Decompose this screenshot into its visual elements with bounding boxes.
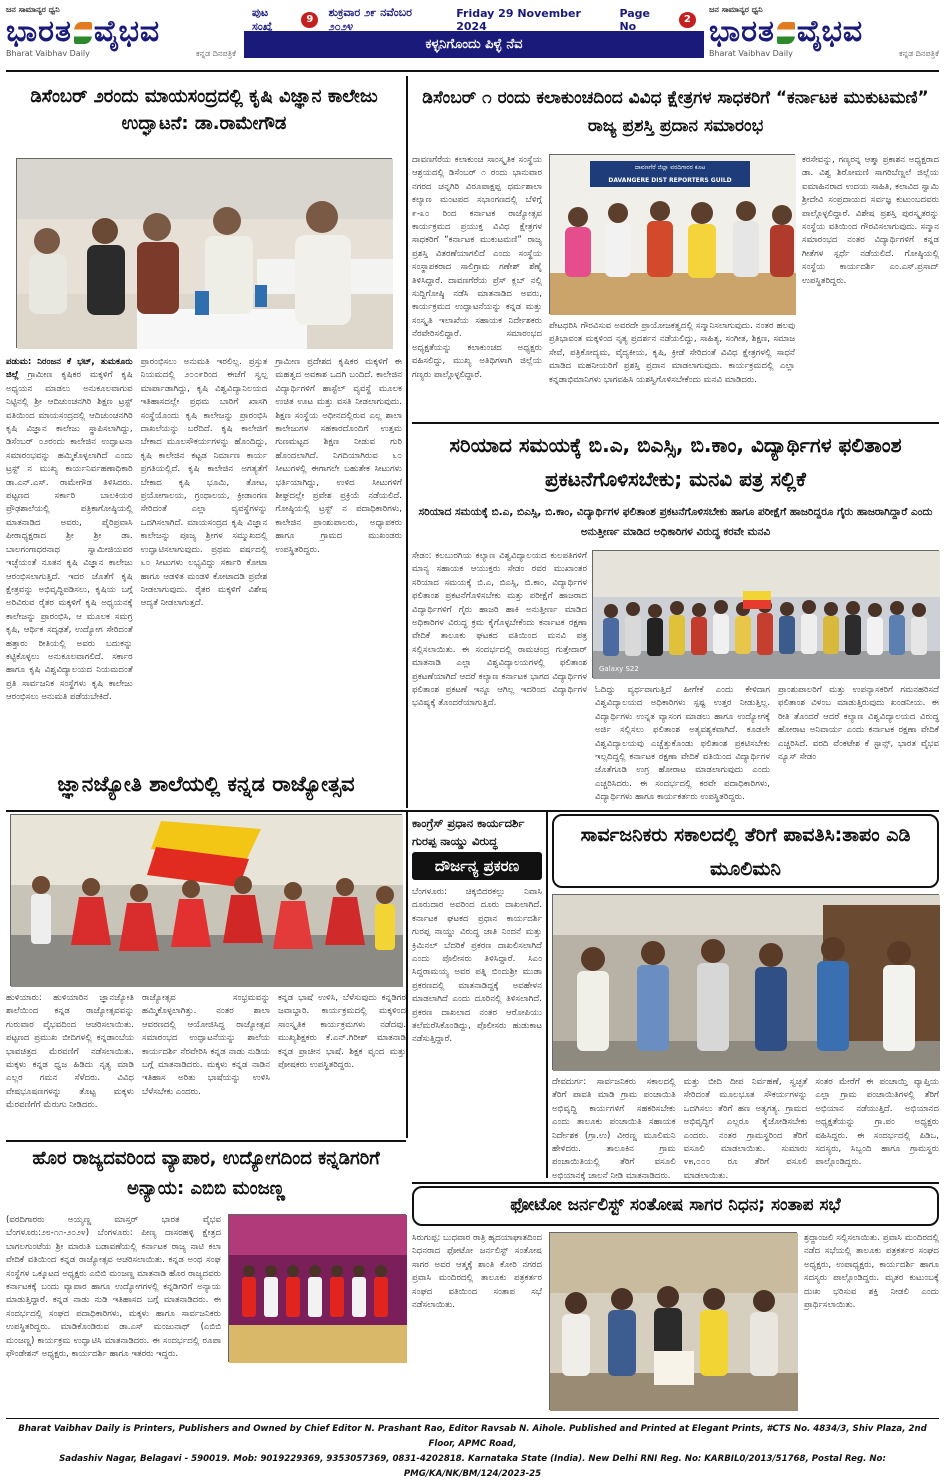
body-column: ರಾಜ್ಯೋತ್ಸವ ಸಂಭ್ರಮವನ್ನು ಹಮ್ಮಿಕೊಳ್ಳಲಾಗಿತ್ತು. ನಂತರ ಶಾಲಾ ಆವರಣದಲ್ಲಿ ಆಯೋಜಿಸಿದ್ದ ರಾಜ್ಯೋತ್ಸವ ಸಮಾರಂಭದ ಉದ್ಘಾಟನೆಯನ್ನು ಶಾಲೆಯ ಕಾರ್ಯದರ್ಶಿ ನೆರವೇರಿಸಿ ಕನ್ನಡ ನಾಡು ನುಡಿಯ ಬಗ್ಗೆ ಮಾತನಾಡಿದರು. ಮಕ್ಕಳು ಕನ್ನಡ ನಾಡಿನ ಇತಿಹಾಸ ಅರಿತು ಭಾಷೆಯನ್ನು ಉಳಿಸಿ ಬೆಳೆಸಬೇಕು ಎಂದರು. [142,993,270,1097]
banner-kannada-text: ದಾವಣಗೆರೆ ಜಿಲ್ಲಾ ವರದಿಗಾರರ ಕೂಟ [634,164,706,171]
article-body: ಬೆಂಗಳೂರು: ಚಿಕ್ಕಬಿದರಕಲ್ಲು ನಿವಾಸಿ ದೂರುದಾರ ಅವರಿಂದ ದೂರು ದಾಖಲಾಗಿದೆ. ಕರ್ನಾಟಕ ಘಟಕದ ಪ್ರಧಾನ ಕಾರ್ಯದರ್ಶಿ ಗುರಪ್ಪ ನಾಯ್ಡು ವಿರುದ್ಧ ಜಾತಿ ನಿಂದನೆ ಮತ್ತು ಕ್ರಿಮಿನಲ್ ಬೆದರಿಕೆ ಪ್ರಕರಣ ದಾಖಲಿಸಲಾಗಿದೆ ಎಂದು ಪೊಲೀಸರು ತಿಳಿಸಿದ್ದಾರೆ. ಸಿಎಂ ಸಿದ್ದರಾಮಯ್ಯ ಅವರ ಪತ್ನಿ ಬಿಂದುಶ್ರೀ ಮುಡಾ ಪ್ರಕರಣದಲ್ಲಿ ಮಾತನಾಡಿದ್ದಕ್ಕೆ ಅವಹೇಳನ ಮಾಡಲಾಗಿದೆ ಎಂದು ದೂರಿನಲ್ಲಿ ತಿಳಿಸಲಾಗಿದೆ. ಪ್ರಕರಣ ದಾಖಲಾದ ನಂತರ ಆರೋಪಿಯು ತಲೆಮರೆಸಿಕೊಂಡಿದ್ದು, ಪೊಲೀಸರು ಹುಡುಕಾಟ ನಡೆಸುತ್ತಿದ್ದಾರೆ. [412,887,542,1045]
date-kannada: ಶುಕ್ರವಾರ ೨೯ ನವೆಂಬರ ೨೦೨೪ [328,5,412,33]
tagline: ಜನ ಸಾಮಾನ್ಯರ ಧ್ವನಿ [6,5,60,14]
event-stage-photo [228,1214,406,1362]
body-column [412,684,587,806]
column-divider [406,76,408,808]
masthead-rule [6,70,939,72]
masthead [6,4,939,66]
body-column: ದಾವಣಗೆರೆಯ ಕಲಾಕುಂಚ ಸಾಂಸ್ಕೃತಿಕ ಸಂಸ್ಥೆಯ ಆಶ್ರಯದಲ್ಲಿ ಡಿಸೆಂಬರ್ ೧ ರಂದು ಭಾನುವಾರ ನಗರದ ಚನ್ನಗಿರಿ ವಿರೂಪಾಕ್ಷಪ್ಪ ಧರ್ಮಶಾಲಾ ಕಲ್ಯಾಣ ಮಂಟಪದ ಸಭಾಂಗಣದಲ್ಲಿ ಬೆಳಿಗ್ಗೆ ೯-೩೦ ರಿಂದ ಕರ್ನಾಟಕ ರಾಜ್ಯೋತ್ಸವ ಕಾರ್ಯಕ್ರಮದ ಪ್ರಯುಕ್ತ ವಿವಿಧ ಕ್ಷೇತ್ರಗಳ ಸಾಧಕರಿಗೆ “ಕರ್ನಾಟಕ ಮುಕುಟಮಣಿ” ರಾಜ್ಯ ಪ್ರಶಸ್ತಿ ವಿತರಣೆಯಾಗಲಿದೆ ಎಂದು ಸಂಸ್ಥೆಯ ಸಂಸ್ಥಾಪಕರಾದ ಸಾಲಿಗ್ರಾಮ ಗಣೇಶ್ ಶೆಣೈ ತಿಳಿಸಿದ್ದಾರೆ. ದಾವಣಗೆರೆಯ ಪ್ರೆಸ್ ಕ್ಲಬ್ ನಲ್ಲಿ ಸುದ್ದಿಗೋಷ್ಠಿ ನಡೆಸಿ ಮಾತನಾಡಿದ ಅವರು, ಕಾರ್ಯಕ್ರಮದ ಉದ್ಘಾಟನೆಯನ್ನು ಕನ್ನಡ ಮತ್ತು ಸಂಸ್ಕೃತಿ ಇಲಾಖೆಯ ಸಹಾಯಕ ನಿರ್ದೇಶಕರು ನೆರವೇರಿಸಲಿದ್ದಾರೆ. ಸಮಾರಂಭದ ಅಧ್ಯಕ್ಷತೆಯನ್ನು ಕಲಾಕುಂಚದ ಅಧ್ಯಕ್ಷರು ವಹಿಸಲಿದ್ದು, ಮುಖ್ಯ ಅತಿಥಿಗಳಾಗಿ ಜಿಲ್ಲೆಯ ಗಣ್ಯರು ಪಾಲ್ಗೊಳ್ಳಲಿದ್ದಾರೆ. [412,155,542,380]
body-column: ಗ್ರಾಮೀಣ ಪ್ರದೇಶದ ಕೃಷಿಕರ ಮಕ್ಕಳಿಗೆ ಈ ಮಹತ್ವದ ಅವಕಾಶ ಒದಗಿ ಬಂದಿದೆ. ಕಾಲೇಜಿನ ವಿದ್ಯಾರ್ಥಿಗಳಿಗೆ ಹಾಸ್ಟೆಲ್ ವ್ಯವಸ್ಥೆ ಮೂಲಕ ಉಚಿತ ಊಟ ಮತ್ತು ವಸತಿ ನೀಡಲಾಗುವುದು. ಶಿಕ್ಷಣ ಸಂಸ್ಥೆಯ ಅಧೀನದಲ್ಲಿರುವ ಎಲ್ಲ ಶಾಲಾ ಕಾಲೇಜುಗಳ ಸಹಕಾರದೊಂದಿಗೆ ಉತ್ತಮ ಗುಣಮಟ್ಟದ ಶಿಕ್ಷಣ ನೀಡುವ ಗುರಿ ಹೊಂದಲಾಗಿದೆ. ನಿಗದಿಯಾಗಿರುವ ೬೦ ಸೀಟುಗಳಲ್ಲಿ ಈಗಾಗಲೇ ಬಹುತೇಕ ಸೀಟುಗಳು ಭರ್ತಿಯಾಗಿದ್ದು, ಉಳಿದ ಸೀಟುಗಳಿಗೆ ಶೀಘ್ರದಲ್ಲೇ ಪ್ರವೇಶ ಪ್ರಕ್ರಿಯೆ ನಡೆಯಲಿದೆ. ಗೋಷ್ಠಿಯಲ್ಲಿ ಟ್ರಸ್ಟ್ ನ ಪದಾಧಿಕಾರಿಗಳು, ಕಾಲೇಜಿನ ಪ್ರಾಂಶುಪಾಲರು, ಅಧ್ಯಾಪಕರು ಹಾಗೂ ಗ್ರಾಮದ ಮುಖಂಡರು ಉಪಸ್ಥಿತರಿದ್ದರು. [275,357,403,555]
article-atrocity-case [412,814,542,1174]
press-meet-photo [16,158,392,348]
body-column: ಪೇಟಧರಿಸಿ ಗೌರವಿಸುವ ಅವರದೇ ಪ್ರಾಯೋಜಕತ್ವದಲ್ಲಿ ಸನ್ಮಾನಿಸಲಾಗುವುದು. ನಂತರ ಹಲವು ಪ್ರತಿಭಾವಂತ ಮಕ್ಕಳಿಂದ ನೃತ್ಯ ಪ್ರದರ್ಶನ ನಡೆಯಲಿದ್ದು, ಸಾಹಿತ್ಯ, ಸಂಗೀತ, ಶಿಕ್ಷಣ, ಸಮಾಜ ಸೇವೆ, ಪತ್ರಿಕೋದ್ಯಮ, ವೈದ್ಯಕೀಯ, ಕೃಷಿ, ಕ್ರೀಡೆ ಸೇರಿದಂತೆ ವಿವಿಧ ಕ್ಷೇತ್ರಗಳಲ್ಲಿ ಸಾಧನೆ ಮಾಡಿದ ಮಹನೀಯರಿಗೆ ಪ್ರಶಸ್ತಿ ಪ್ರದಾನ ಮಾಡಲಾಗುವುದು. ಕಾರ್ಯಕ್ರಮದಲ್ಲಿ ಎಲ್ಲಾ ಕನ್ನಡಾಭಿಮಾನಿಗಳು ಭಾಗವಹಿಸಿ ಯಶಸ್ವಿಗೊಳಿಸಬೇಕೆಂದು ಮನವಿ ಮಾಡಿದರು. [549,321,795,385]
issue-label: ಪುಟ ಸಂಖ್ಯೆ [252,5,273,33]
body-column: ಓದಿದ್ದು ವ್ಯರ್ಥವಾಗುತ್ತಿದೆ ಹೀಗೇಕೆ ಎಂದು ಕೇಳಿದಾಗ ವಿಶ್ವವಿದ್ಯಾಲಯದ ಅಧಿಕಾರಿಗಳು ಸ್ಪಷ್ಟ ಉತ್ತರ ನೀಡುತ್ತಿಲ್ಲ. ವಿದ್ಯಾರ್ಥಿಗಳು ಉನ್ನತ ವ್ಯಾಸಂಗ ಮಾಡಲು ಹಾಗೂ ಉದ್ಯೋಗಕ್ಕೆ ಅರ್ಜಿ ಸಲ್ಲಿಸಲು ಫಲಿತಾಂಶ ಅತ್ಯವಶ್ಯಕವಾಗಿದೆ. ಕೂಡಲೇ ವಿಶ್ವವಿದ್ಯಾಲಯವು ಎಚ್ಚೆತ್ತುಕೊಂಡು ಫಲಿತಾಂಶ ಪ್ರಕಟಿಸಬೇಕು ಇಲ್ಲದಿದ್ದಲ್ಲಿ ಕರ್ನಾಟಕ ರಕ್ಷಣಾ ವೇದಿಕೆ ವತಿಯಿಂದ ವಿದ್ಯಾರ್ಥಿಗಳ ಜೊತೆಗೂಡಿ ಉಗ್ರ ಹೋರಾಟ ಮಾಡಲಾಗುವುದು ಎಂದು ಎಚ್ಚರಿಸಿದರು. ಈ ಸಂದರ್ಭದಲ್ಲಿ ಕರವೇ ಪದಾಧಿಕಾರಿಗಳು, ವಿದ್ಯಾರ್ಥಿಗಳು ಹಾಗೂ ಕಾರ್ಯಕರ್ತರು ಉಪಸ್ಥಿತರಿದ್ದರು. [595,685,770,803]
body-column: ಕರಸೇವನ್ನು, ಗಣ್ಯರನ್ನ ಆತ್ಮಾ ಪ್ರಕಾಶನ ಅಧ್ಯಕ್ಷರಾದ ಡಾ. ವಿಶ್ವ ಶಿರೋಮಣಿ ಸಾಗರಿಬೆಣ್ಣಲೆ ಜಿಲ್ಲೆಯ ಐಮಾಹಿನರಾದ ಉದಯ ಸಾಹಿತಿ, ಕಲಾವಿದ ಸ್ವಾಮಿ ಶ್ರೀದೇವಿ ಸಂಪ್ರದಾಯದ ಸರ್ವಜ್ಞ ಕುಟುಂಬದವರು ಪಾಲ್ಗೊಳ್ಳಲಿದ್ದಾರೆ. ವಿಶೇಷ ಪ್ರಶಸ್ತಿ ಪುರಸ್ಕೃತರನ್ನು ಸಂಸ್ಥೆಯ ವತಿಯಿಂದ ಗೌರವಿಸಲಾಗುವುದು. ಸನ್ಮಾನ ಸಮಾರಂಭದ ನಂತರ ವಿದ್ಯಾರ್ಥಿಗಳಿಗೆ ಕನ್ನಡ ಗೀತೆಗಳ ಸ್ಪರ್ಧೆ ನಡೆಯಲಿದೆ. ಗೋಷ್ಠಿಯಲ್ಲಿ ಸಂಸ್ಥೆಯ ಕಾರ್ಯದರ್ಶಿ ಎಂ.ಎಸ್.ಪ್ರಸಾದ್ ಉಪಸ್ಥಿತರಿದ್ದರು. [802,155,939,286]
body-column: ಸೇಡಂ: ಕಲಬುರಗಿಯ ಕಲ್ಯಾಣ ವಿಶ್ವವಿದ್ಯಾಲಯದ ಕುಲಪತಿಗಳಿಗೆ ಮಾನ್ಯ ಸಹಾಯಕ ಆಯುಕ್ತರು ಸೇಡಂ ರವರ ಮುಖಾಂತರ ಸರಿಯಾದ ಸಮಯಕ್ಕೆ ಬಿ.ಎ, ಬಿಎಸ್ಸಿ, ಬಿ.ಕಾಂ, ವಿದ್ಯಾರ್ಥಿಗಳ ಫಲಿತಾಂಶ ಪ್ರಕಟನೆಗೊಳಿಸಬೇಕು ಮತ್ತು ಪರೀಕ್ಷೆಗೆ ಹಾಜರಾದ ವಿದ್ಯಾರ್ಥಿಗಳಿಗೆ ಗೈರು ಹಾಜರಿ ಹಾಕಿ ಅನುತ್ತೀರ್ಣ ಮಾಡಿದ ಅಧಿಕಾರಿಗಳ ವಿರುದ್ಧ ಕ್ರಮ ಕೈಗೊಳ್ಳಬೇಕೆಂದು ಕರ್ನಾಟಕ ರಕ್ಷಣಾ ವೇದಿಕೆ ತಾಲೂಕು ಘಟಕದ ವತಿಯಿಂದ ಮನವಿ ಪತ್ರ ಸಲ್ಲಿಸಲಾಯಿತು. ಈ ಸಂದರ್ಭದಲ್ಲಿ ರಾಮಚಂದ್ರ ಗುತ್ತೇದಾರ್ ಮಾತನಾಡಿ ಎಲ್ಲಾ ವಿಶ್ವವಿದ್ಯಾಲಯಗಳಲ್ಲಿ ಫಲಿತಾಂಶ ಪ್ರಕಟಣೆಯಾಗಿದೆ ಆದರೆ ಕಲ್ಯಾಣ ಕರ್ನಾಟಕ ಭಾಗದ ವಿದ್ಯಾರ್ಥಿಗಳ ಫಲಿತಾಂಶ ಪ್ರಕಟಣೆ ಇನ್ನೂ ಆಗಿಲ್ಲ ಇದರಿಂದ ವಿದ್ಯಾರ್ಥಿಗಳ ಭವಿಷ್ಯಕ್ಕೆ ತೊಂದರೆಯಾಗುತ್ತಿದೆ. [412,551,587,709]
protest-group-photo [592,550,939,678]
section-rule [412,422,939,424]
tax-collection-photo [552,894,939,1070]
brand-logo-left [6,4,236,66]
body-column: ಶ್ರದ್ಧಾಂಜಲಿ ಸಲ್ಲಿಸಲಾಯಿತು. ಪ್ರವಾಸಿ ಮಂದಿರದಲ್ಲಿ ನಡೆದ ಸಭೆಯಲ್ಲಿ ತಾಲೂಕು ಪತ್ರಕರ್ತರ ಸಂಘದ ಅಧ್ಯಕ್ಷರು, ಉಪಾಧ್ಯಕ್ಷರು, ಕಾರ್ಯದರ್ಶಿ ಹಾಗೂ ಸದಸ್ಯರು ಪಾಲ್ಗೊಂಡಿದ್ದರು. ಮೃತರ ಕುಟುಂಬಕ್ಕೆ ದುಃಖ ಭರಿಸುವ ಶಕ್ತಿ ನೀಡಲಿ ಎಂದು ಪ್ರಾರ್ಥಿಸಲಾಯಿತು. [804,1233,939,1311]
page-label: Page No [619,6,650,33]
article-award-ceremony [412,78,939,418]
article-agri-college [6,78,402,808]
article-rajyotsava [6,812,406,1138]
section-rule [412,1182,939,1184]
article-body [6,356,402,804]
headline: ಸಾರ್ವಜನಿಕರು ಸಕಾಲದಲ್ಲಿ ತೆರಿಗೆ ಪಾವತಿಸಿ:ತಾಪಂ ಎಡಿ ಮೂಲಿಮನಿ [552,814,939,888]
headline-highlight: ದೌರ್ಜನ್ಯ ಪ್ರಕರಣ [412,852,542,880]
imprint-line: Sadashiv Nagar, Belagavi - 590019. Mob: 9019229369, 9353057369, 0831-4202818. Karnataka State (India). New Delhi RNI Reg. No: KARBIL0/2013/51768, Postal Reg. No: PMG/KA/NK/BM/124/2023-25 [59,1454,886,1479]
article-obituary [412,1186,939,1414]
article-results-memorandum [412,428,939,808]
headline: ಜ್ಞಾನಜ್ಯೋತಿ ಶಾಲೆಯಲ್ಲಿ ಕನ್ನಡ ರಾಜ್ಯೋತ್ಸವ [57,772,355,796]
headline: ಡಿಸೆಂಬರ್ ೧ ರಂದು ಕಲಾಕುಂಚದಿಂದ ವಿವಿಧ ಕ್ಷೇತ್ರಗಳ ಸಾಧಕರಿಗೆ “ಕರ್ನಾಟಕ ಮುಕುಟಮಣಿ” ರಾಜ್ಯ ಪ್ರಶಸ್ತಿ ಪ್ರದಾನ ಸಮಾರಂಭ [422,88,929,136]
subtitle-kannada: ಕನ್ನಡ ದಿನಪತ್ರಿಕೆ [195,49,236,58]
column-divider [406,812,408,1138]
headline: ಕಾಂಗ್ರೆಸ್ ಪ್ರಧಾನ ಕಾರ್ಯದರ್ಶಿ ಗುರಪ್ಪ ನಾಯ್ಡು ವಿರುದ್ಧ [412,816,525,848]
subtitle-kannada: ಕನ್ನಡ ದಿನಪತ್ರಿಕೆ [898,49,939,58]
brand-logo-right [709,4,939,66]
body-column: ಹುಳಿಯಾರು: ಹುಳಿಯಾರಿನ ಜ್ಞಾನಜ್ಯೋತಿ ಶಾಲೆಯಿಂದ ಕನ್ನಡ ರಾಜ್ಯೋತ್ಸವವನ್ನು ಗುರುವಾರ ವೈಭವದಿಂದ ಆಚರಿಸಲಾಯಿತು. ಪಟ್ಟಣದ ಪ್ರಮುಖ ಬೀದಿಗಳಲ್ಲಿ ಕನ್ನಡಾಂಬೆಯ ಭಾವಚಿತ್ರದ ಮೆರವಣಿಗೆ ನಡೆಸಲಾಯಿತು. ಮಕ್ಕಳು ಕನ್ನಡ ಧ್ವಜ ಹಿಡಿದು ನೃತ್ಯ ಮಾಡಿ ಎಲ್ಲರ ಗಮನ ಸೆಳೆದರು. ವಿವಿಧ ವೇಷಭೂಷಣಗಳನ್ನು ತೊಟ್ಟ ಮಕ್ಕಳು ಮೆರವಣಿಗೆಗೆ ಮೆರುಗು ನೀಡಿದರು. [6,993,134,1111]
name-english: Bharat Vaibhav Daily [6,49,90,58]
imprint-line: Bharat Vaibhav Daily is Printers, Publishers and Owned by Chief Editor N. Prashant Rao, Editor Ravsab N. Aihole. Published and Printed at Elegant Prints, #CTS No. 4834/3, Shiv Plaza, 2nd Floor, APMC Road, [18,1424,927,1449]
subheadline: ಸರಿಯಾದ ಸಮಯಕ್ಕೆ ಬಿ.ಎ, ಬಿಎಸ್ಸಿ, ಬಿ.ಕಾಂ, ವಿದ್ಯಾರ್ಥಿಗಳ ಫಲಿತಾಂಶ ಪ್ರಕಟನೆಗೊಳಿಸಬೇಕು ಹಾಗೂ ಪರೀಕ್ಷೆಗೆ ಹಾಜರಿದ್ದರೂ ಗೈರು ಹಾಜರಾಗಿದ್ದಾರೆ ಎಂದು ಅನುತ್ತೀರ್ಣ ಮಾಡಿದ ಅಧಿಕಾರಿಗಳ ವಿರುದ್ಧ ಕರವೇ ಮನವಿ [418,506,933,538]
page-number: 2 [679,12,696,28]
article-body [552,1076,940,1181]
article-body: (ವರದಿಗಾರರು ಅಯ್ಯಣ್ಣ ಮಾಸ್ತರ್ ಭಾರತ ವೈಭವ ಬೆಂಗಳೂರು:೨೮-೧೧-೨೦೨೪) ಬೆಂಗಳೂರು: ಪೀಣ್ಯ ದಾಸರಹಳ್ಳಿ ಕ್ಷೇತ್ರದ ಬಾಗಲಗುಂಟೆಯ ಶ್ರೀ ಮಾರುತಿ ಬಡಾವಣೆಯಲ್ಲಿ ಕರ್ನಾಟಕ ರಾಜ್ಯ ನಾಟಿ ಕಲಾ ವೇದಿಕೆ ವತಿಯಿಂದ ಕನ್ನಡ ರಾಜ್ಯೋತ್ಸವ ಆಚರಿಸಲಾಯಿತು. ಕನ್ನಡ ಅಂಥ ಸಂಘ ಸಂಸ್ಥೆಗಳ ಒಕ್ಕೂಟದ ಅಧ್ಯಕ್ಷರು ಎಬಿಬಿ ಮಂಜಣ್ಣ ಮಾತನಾಡಿ ಹೊರ ರಾಜ್ಯದವರು ಕರ್ನಾಟಕಕ್ಕೆ ಬಂದು ವ್ಯಾಪಾರ ಹಾಗೂ ಉದ್ಯೋಗಗಳಲ್ಲಿ ಕನ್ನಡಿಗರಿಗೆ ಅನ್ಯಾಯ ಮಾಡುತ್ತಿದ್ದಾರೆ. ಕನ್ನಡ ನಾಡು ನುಡಿ ಇತಿಹಾಸದ ಬಗ್ಗೆ ಮಾತನಾಡಿದರು. ಈ ಸಂದರ್ಭದಲ್ಲಿ ಸಂಘದ ಪದಾಧಿಕಾರಿಗಳು, ಮಕ್ಕಳು ಹಾಗೂ ಸಾರ್ವಜನಿಕರು ಉಪಸ್ಥಿತರಿದ್ದರು. ಮಾಡಿಕೊಂಡಿರುವ ಡಾ.ಎಸ್ ಮಂಜುನಾಥ್ (ಎಬಿಬಿ ಮಂಜಣ್ಣ) ಕಾರ್ಯಕ್ರಮ ಉದ್ಘಾಟಿಸಿ ಮಾತನಾಡಿದರು. ಈ ಸಂದರ್ಭದಲ್ಲಿ ರೂಪಾ ಫೌಂಡೇಶನ್ ಅಧ್ಯಕ್ಷರು, ಕಾರ್ಯದರ್ಶಿ ಹಾಗೂ ಇತರರು ಇದ್ದರು. [6,1215,221,1360]
article-abb-manjanna [6,1144,406,1414]
article-body [412,684,939,806]
date-english: Friday 29 November 2024 [456,6,581,33]
section-rule [6,1140,406,1142]
body-column: ಮತ್ತು ಬೀದಿ ದೀಪ ನಿರ್ವಹಣೆ, ಸ್ವಚ್ಛತೆ ಸೇರಿದಂತೆ ಮೂಲಭೂತ ಸೌಕರ್ಯಗಳನ್ನು ಒದಗಿಸಲು ತೆರಿಗೆ ಹಣ ಅತ್ಯಗತ್ಯ. ಗ್ರಾಮದ ಅಭಿವೃದ್ಧಿಗೆ ಎಲ್ಲರೂ ಕೈಜೋಡಿಸಬೇಕು ಎಂದರು. ನಂತರ ಗ್ರಾಮಸ್ಥರಿಂದ ತೆರಿಗೆ ವಸೂಲಿ ಮಾಡಲಾಯಿತು. ಸುಮಾರು ೪೫,೦೦೦ ರೂ ತೆರಿಗೆ ವಸೂಲಿ ಮಾಡಲಾಯಿತು. [683,1077,808,1181]
headline: ಸರಿಯಾದ ಸಮಯಕ್ಕೆ ಬಿ.ಎ, ಬಿಎಸ್ಸಿ, ಬಿ.ಕಾಂ, ವಿದ್ಯಾರ್ಥಿಗಳ ಫಲಿತಾಂಶ ಪ್ರಕಟನೆಗೊಳಿಸಬೇಕು; ಮನವಿ ಪತ್ರ ಸಲ್ಲಿಕೆ [449,433,902,491]
flag-icon [777,22,795,44]
headline: ಡಿಸೆಂಬರ್ ೨ರಂದು ಮಾಯಸಂದ್ರದಲ್ಲಿ ಕೃಷಿ ವಿಜ್ಞಾನ ಕಾಲೇಜು ಉದ್ಘಾಟನೆ: ಡಾ.ರಾಮೇಗೌಡ [30,86,378,134]
procession-photo [10,814,402,986]
camera-watermark: Galaxy S22 [599,665,639,673]
body-column: ಪ್ರಾಂಶುಪಾಲರಿಗೆ ಮತ್ತು ಉಪನ್ಯಾಸಕರಿಗೆ ಗಮನಹರಿಸದೆ ಫಲಿತಾಂಶ ವಿಳಂಬ ಮಾಡುತ್ತಿರುವುದು ಖಂಡನೀಯ. ಈ ರೀತಿ ತೊಂದರೆ ಆದರೆ ಕಲ್ಯಾಣ ವಿಶ್ವವಿದ್ಯಾಲಯದ ವಿರುದ್ಧ ಹೋರಾಟ ಅನಿವಾರ್ಯ ಎಂದು ಕರ್ನಾಟಕ ರಕ್ಷಣಾ ವೇದಿಕೆ ಎಚ್ಚರಿಸಿದೆ. ವರದಿ ವೆಂಕಟೇಶ ಕೆ ಸ್ಟಾನ್ಸ್, ಭಾರತ ವೈಭವ ನ್ಯೂಸ್ ಸೇಡಂ [778,685,939,763]
body-column: ಸಿರುಗುಪ್ಪ: ಬುಧವಾರ ರಾತ್ರಿ ಹೃದಯಾಘಾತದಿಂದ ನಿಧನರಾದ ಫೋಟೋ ಜರ್ನಲಿಸ್ಟ್ ಸಂತೋಷ ಸಾಗರ ಅವರ ಆತ್ಮಕ್ಕೆ ಶಾಂತಿ ಕೋರಿ ನಗರದ ಪ್ರವಾಸಿ ಮಂದಿರದಲ್ಲಿ ತಾಲೂಕು ಪತ್ರಕರ್ತರ ಸಂಘದ ವತಿಯಿಂದ ಸಂತಾಪ ಸಭೆ ನಡೆಸಲಾಯಿತು. [412,1233,542,1311]
article-rajyotsava-head [6,762,406,808]
body-column: ಸಂತರ ಮೇರೆಗೆ ಈ ಪಂಚಾಯ್ತಿ ವ್ಯಾಪ್ತಿಯ ಎಲ್ಲಾ ಗ್ರಾಮ ಪಂಚಾಯಿತಿಗಳಲ್ಲಿ ತೆರಿಗೆ ಅಭಿಯಾನ ನಡೆಯುತ್ತಿದೆ. ಅಭಿಯಾನದ ಅಧ್ಯಕ್ಷತೆಯನ್ನು ಗ್ರಾ.ಪಂ ಅಧ್ಯಕ್ಷರು ವಹಿಸಿದ್ದರು. ಈ ಸಂದರ್ಭದಲ್ಲಿ ಪಿಡಿಒ, ಸದಸ್ಯರು, ಸಿಬ್ಬಂದಿ ಹಾಗೂ ಗ್ರಾಮಸ್ಥರು ಪಾಲ್ಗೊಂಡಿದ್ದರು. [815,1077,940,1168]
newspaper-name: ಭಾರತ ವೈಭವ [709,14,864,49]
strap-line: ಕಳ್ಳನಿಗೊಂದು ಪಿಳ್ಳೆ ನೆವ [244,32,704,58]
article-tax-payment [552,814,940,1181]
newspaper-name: ಭಾರತ ವೈಭವ [6,14,161,49]
body-column: ಪ್ರಾರಂಭಿಸಲು ಅನುಮತಿ ಇರಲಿಲ್ಲ. ಪ್ರಸ್ತುತ ನಿಯಮದಲ್ಲಿ ೨೦೦೯ರಿಂದ ಈಚೆಗೆ ಸ್ವಲ್ಪ ಮಾರ್ಪಾಡಾಗಿದ್ದು, ಕೃಷಿ ವಿಶ್ವವಿದ್ಯಾನಿಲಯದ ಇತಿಹಾಸದಲ್ಲೇ ಪ್ರಥಮ ಬಾರಿಗೆ ಖಾಸಗಿ ಸಂಸ್ಥೆಯೊಂದು ಕೃಷಿ ಕಾಲೇಜನ್ನು ಪ್ರಾರಂಭಿಸಿ ದಾಖಲೆಯನ್ನು ಬರೆದಿದೆ. ಕೃಷಿ ಕಾಲೇಜಿಗೆ ಬೇಕಾದ ಮೂಲಸೌಕರ್ಯಗಳನ್ನು ಹೊಂದಿದ್ದು, ಕೃಷಿ ಕಾಲೇಜಿನ ಕಟ್ಟಡ ನಿರ್ಮಾಣ ಕಾರ್ಯ ಪ್ರಗತಿಯಲ್ಲಿದೆ. ಕೃಷಿ ಕಾಲೇಜಿನ ಅಗತ್ಯತೆಗೆ ಬೇಕಾದ ಕೃಷಿ ಭೂಮಿ, ತೋಟ, ಪ್ರಯೋಗಾಲಯ, ಗ್ರಂಥಾಲಯ, ಕ್ರೀಡಾಂಗಣ ಸೇರಿದಂತೆ ಎಲ್ಲಾ ವ್ಯವಸ್ಥೆಗಳನ್ನು ಒದಗಿಸಲಾಗಿದೆ. ಮಾಯಸಂದ್ರದ ಕೃಷಿ ವಿಜ್ಞಾನ ಕಾಲೇಜನ್ನು ಪೂಜ್ಯ ಶ್ರೀಗಳ ಸಮ್ಮುಖದಲ್ಲಿ ಉದ್ಘಾಟಿಸಲಾಗುವುದು. ಪ್ರಥಮ ವರ್ಷದಲ್ಲಿ ೬೦ ಸೀಟುಗಳು ಲಭ್ಯವಿದ್ದು ಸರ್ಕಾರಿ ಕೋಟಾ ಹಾಗೂ ಆಡಳಿತ ಮಂಡಳಿ ಕೋಟಾದಡಿ ಪ್ರವೇಶ ನೀಡಲಾಗುವುದು. ರೈತರ ಮಕ್ಕಳಿಗೆ ವಿಶೇಷ ಆದ್ಯತೆ ನೀಡಲಾಗುತ್ತದೆ. [140,357,268,609]
imprint-footer [6,1418,939,1479]
tagline: ಜನ ಸಾಮಾನ್ಯರ ಧ್ವನಿ [709,5,763,14]
banner-english-text: DAVANGERE DIST REPORTERS GUILD [608,177,732,184]
issue-info-bar [244,5,704,60]
body-column: ಪಡುಮ: ನಿರಂಜನ ಕೆ ಭಟ್, ತುಮಕೂರು ಜಿಲ್ಲೆ ಗ್ರಾಮೀಣ ಕೃಷಿಕರ ಮಕ್ಕಳಿಗೆ ಕೃಷಿ ಅಧ್ಯಯನ ಮಾಡಲು ಅನುಕೂಲವಾಗುವ ನಿಟ್ಟಿನಲ್ಲಿ ಶ್ರೀ ಆದಿಚುಂಚನಗಿರಿ ಶಿಕ್ಷಣ ಟ್ರಸ್ಟ್ ವತಿಯಿಂದ ಮಾಯಸಂದ್ರದಲ್ಲಿ ಆದಿಚುಂಚನಗಿರಿ ಕೃಷಿ ವಿಜ್ಞಾನ ಕಾಲೇಜು ಸ್ಥಾಪಿಸಲಾಗಿದ್ದು, ಡಿಸೆಂಬರ್ ೦೨ರಂದು ಕಾಲೇಜಿನ ಉದ್ಘಾಟನಾ ಸಮಾರಂಭವನ್ನು ಹಮ್ಮಿಕೊಳ್ಳಲಾಗಿದೆ ಎಂದು ಟ್ರಸ್ಟ್ ನ ಮುಖ್ಯ ಕಾರ್ಯನಿರ್ವಹಣಾಧಿಕಾರಿ ಡಾ.ಎನ್.ಎಸ್. ರಾಮೇಗೌಡ ತಿಳಿಸಿದರು. ಪಟ್ಟಣದ ಸರ್ಕಾರಿ ಬಾಲಕಿಯರ ಪ್ರೌಢಶಾಲೆಯಲ್ಲಿ ಪತ್ರಿಕಾಗೋಷ್ಠಿಯಲ್ಲಿ ಮಾತನಾಡಿದ ಅವರು, ಪೈರಿಪ್ರವಾಸಿ ಪೀಠಾಧ್ಯಕ್ಷರಾದ ಶ್ರೀ ಶ್ರೀ ಡಾ. ಬಾಲಗಂಗಾಧರನಾಥ ಸ್ವಾಮೀಜಿಯವರ ಇಚ್ಛೆಯಂತೆ ನೂತನ ಕೃಷಿ ವಿಜ್ಞಾನ ಕಾಲೇಜು ಆರಂಭಿಸಲಾಗುತ್ತಿದೆ. ಇದರ ಜೊತೆಗೆ ಕೃಷಿ ಕ್ಷೇತ್ರವನ್ನು ಅಭಿವೃದ್ಧಿಪಡಿಸಲು, ಕೃಷಿಯ ಬಗ್ಗೆ ಅರಿವಿರುವ ರೈತರ ಮಕ್ಕಳಿಗೆ ಕೃಷಿ ಅಧ್ಯಯನಕ್ಕೆ ಕಾಲೇಜನ್ನು ಪ್ರಾರಂಭಿಸಿ, ಆ ಮೂಲಕ ಸಮಗ್ರ ಕೃಷಿ, ಆರ್ಥಿಕ ಸದೃಢತೆ, ಉದ್ಯೋಗ ಸೇರಿದಂತೆ ಹತ್ತಾರು ರೀತಿಯಲ್ಲಿ ಅವರು ಬದುಕನ್ನು ಕಟ್ಟಿಕೊಳ್ಳಲು ಅನುಕೂಲವಾಗಲಿದೆ. ಸರ್ಕಾರ ಹಾಗೂ ಕೃಷಿ ವಿಶ್ವವಿದ್ಯಾಲಯದ ನಿಯಮದಂತೆ ಪ್ರತಿ ಸಾರ್ವಜನಿಕ ಸಂಸ್ಥೆಗಳು ಕೃಷಿ ಕಾಲೇಜು ಆರಂಭಿಸಲು ಅನುಮತಿ ಪಡೆಯಬೇಕಿದೆ. [6,357,133,703]
name-english: Bharat Vaibhav Daily [709,49,793,58]
flag-icon [74,22,92,44]
headline: ಹೊರ ರಾಜ್ಯದವರಿಂದ ವ್ಯಾಪಾರ, ಉದ್ಯೋಗದಿಂದ ಕನ್ನಡಿಗರಿಗೆ ಅನ್ಯಾಯ: ಎಬಿಬಿ ಮಂಜಣ್ಣ [32,1148,380,1199]
guild-press-photo [549,154,795,314]
condolence-meeting-photo [549,1232,797,1410]
body-column: ಕನ್ನಡ ಭಾಷೆ ಉಳಿಸಿ, ಬೆಳೆಸುವುದು ಕನ್ನಡಿಗರ ಜವಾಬ್ದಾರಿ. ಕಾರ್ಯಕ್ರಮದಲ್ಲಿ ಮಕ್ಕಳಿಂದ ಸಾಂಸ್ಕೃತಿಕ ಕಾರ್ಯಕ್ರಮಗಳು ನಡೆದವು. ಮುಖ್ಯಶಿಕ್ಷಕರು ಕೆ.ಎನ್.ಗಿರೀಶ್ ಮಾತನಾಡಿ ಕನ್ನಡ ಪ್ರಾಚೀನ ಭಾಷೆ. ಶಿಕ್ಷಕ ವೃಂದ ಮತ್ತು ಪೋಷಕರು ಉಪಸ್ಥಿತರಿದ್ದರು. [278,993,406,1071]
article-body [6,992,406,1136]
headline: ಫೋಟೋ ಜರ್ನಲಿಸ್ಟ್ ಸಂತೋಷ ಸಾಗರ ನಿಧನ; ಸಂತಾಪ ಸಭೆ [412,1186,939,1226]
body-column: ದೇವದುರ್ಗ: ಸಾರ್ವಜನಿಕರು ಸಕಾಲದಲ್ಲಿ ತೆರಿಗೆ ಪಾವತಿ ಮಾಡಿ ಗ್ರಾಮ ಪಂಚಾಯಿತಿ ಅಭಿವೃದ್ಧಿ ಕಾರ್ಯಗಳಿಗೆ ಸಹಕರಿಸಬೇಕು ಎಂದು ತಾಲೂಕು ಪಂಚಾಯಿತಿ ಸಹಾಯಕ ನಿರ್ದೇಶಕ (ಗ್ರಾ.ಉ) ವೀರಣ್ಣ ಮೂಲಿಮನಿ ಹೇಳಿದರು. ತಾಲೂಕಿನ ಗ್ರಾಮ ಪಂಚಾಯಿತಿಯಲ್ಲಿ ತೆರಿಗೆ ವಸೂಲಿ ಅಭಿಯಾನಕ್ಕೆ ಚಾಲನೆ ನೀಡಿ ಮಾತನಾಡಿದರು. [552,1077,676,1181]
column-divider [546,812,548,1178]
issue-number: 9 [301,12,318,28]
